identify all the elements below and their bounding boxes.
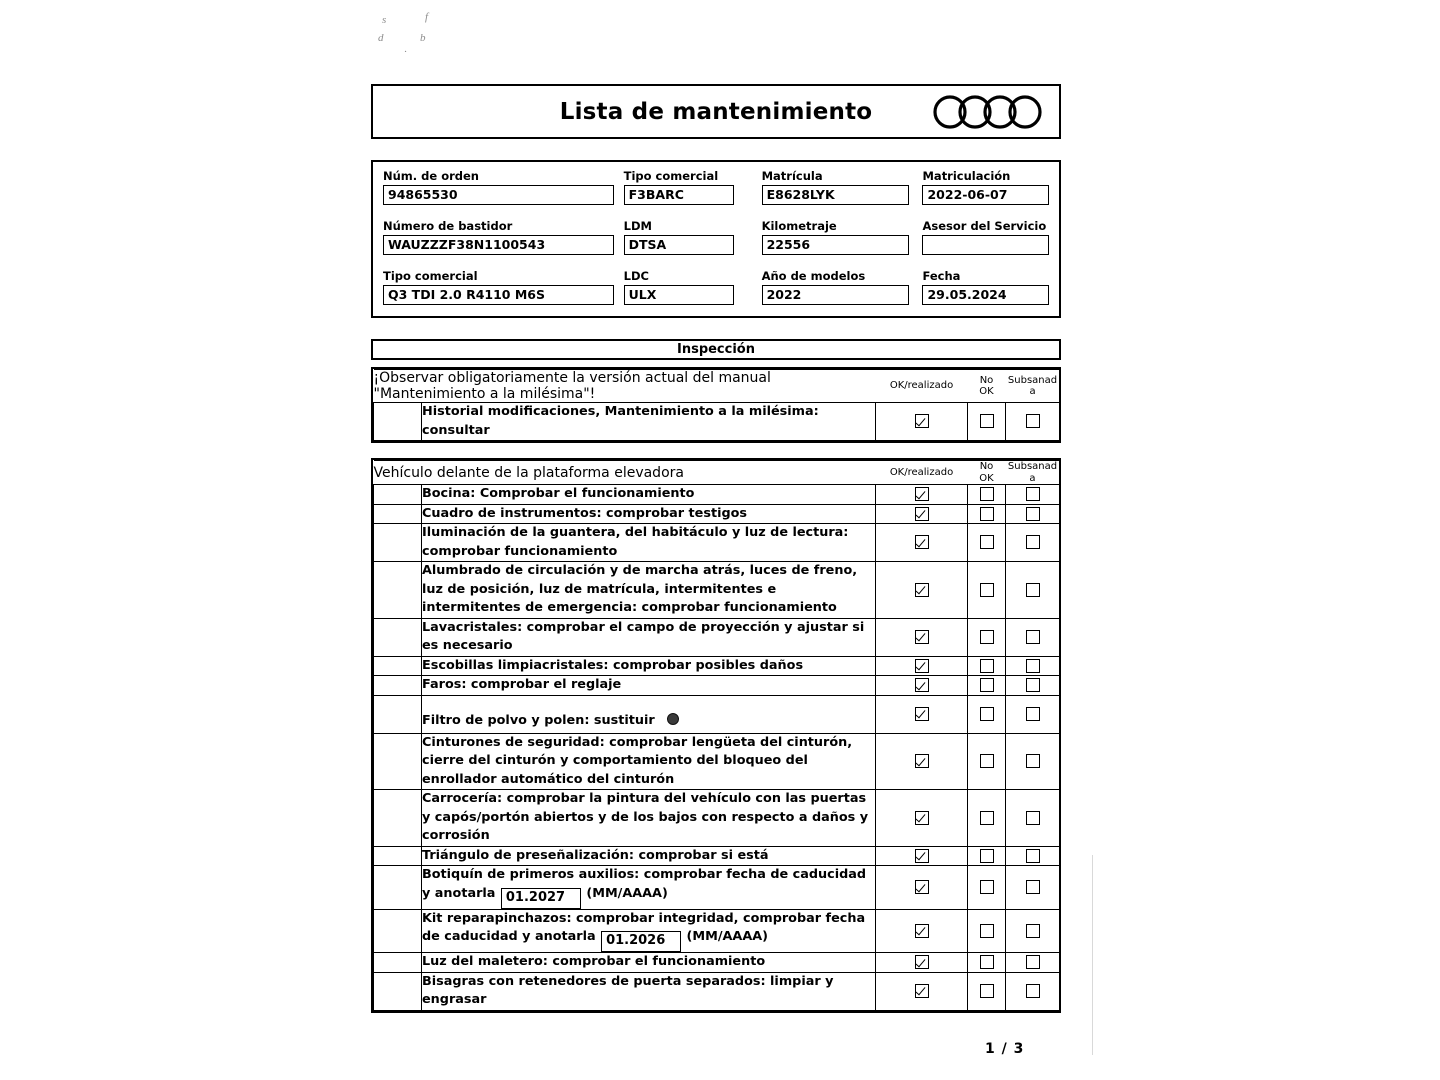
checkbox-cell-ok[interactable] [876, 733, 968, 790]
checklist-item-label: Triángulo de preseñalización: comprobar si está [422, 846, 876, 866]
scan-artifact-group [370, 8, 490, 56]
row-gutter [374, 485, 422, 505]
field-value[interactable]: 29.05.2024 [922, 285, 1049, 305]
column-header-no-ok-line2: OK [979, 386, 994, 397]
field-value[interactable] [922, 235, 1049, 255]
checkbox-subsanada[interactable] [1026, 955, 1040, 969]
table-row [374, 524, 1060, 562]
checklist-item-label: Lavacristales: comprobar el campo de proyección y ajustar si es necesario [422, 618, 876, 656]
checkbox-no-ok[interactable] [980, 414, 994, 428]
date-format-hint: (MM/AAAA) [686, 929, 768, 944]
row-gutter [374, 403, 422, 441]
checkbox-no-ok[interactable] [980, 678, 994, 692]
field-label: LDC [623, 269, 649, 283]
checkbox-no-ok[interactable] [980, 754, 994, 768]
column-header-subsanada-line1: Subsanad [1007, 374, 1058, 386]
field-label: Matriculación [922, 169, 1011, 183]
checklist-item-text: Kit reparapinchazos: comprobar integridad, comprobar fecha de caducidad y anotarla [422, 910, 866, 944]
checkbox-subsanada[interactable] [1026, 659, 1040, 673]
table-row [374, 485, 1060, 505]
checkbox-subsanada[interactable] [1026, 487, 1040, 501]
field-commercial-type [383, 269, 614, 319]
scan-artifact-mark: f [425, 11, 429, 23]
row-gutter [374, 909, 422, 953]
table-row [374, 733, 1060, 790]
checkbox-ok[interactable] [915, 849, 929, 863]
table-row [374, 504, 1060, 524]
field-value[interactable]: 94865530 [383, 185, 614, 205]
checkbox-subsanada[interactable] [1026, 630, 1040, 644]
checkbox-no-ok[interactable] [980, 535, 994, 549]
checklist-item-label: Faros: comprobar el reglaje [422, 676, 876, 696]
checkbox-subsanada[interactable] [1026, 984, 1040, 998]
row-gutter [374, 866, 422, 910]
table-row [374, 972, 1060, 1010]
table-row [374, 866, 1060, 910]
checklist-item-label: Cinturones de seguridad: comprobar lengüeta del cinturón, cierre del cinturón y comportamiento del bloqueo del enrollador automático del cinturón [422, 733, 876, 790]
table-row [374, 403, 1060, 441]
column-header-no-ok-line1: No [979, 461, 994, 472]
row-gutter [374, 524, 422, 562]
field-label: Núm. de orden [383, 169, 479, 183]
column-header-subsanada-line1: Subsanad [1007, 461, 1058, 472]
checkbox-no-ok[interactable] [980, 880, 994, 894]
checkbox-cell-subsanada[interactable] [1006, 790, 1060, 847]
expiry-date-input-tire-kit[interactable]: 01.2026 [601, 931, 681, 952]
column-header-subsanada [1006, 370, 1060, 403]
field-label: LDM [623, 219, 652, 233]
table-row [374, 909, 1060, 953]
checkbox-cell-subsanada[interactable] [1006, 676, 1060, 696]
checkbox-no-ok[interactable] [980, 955, 994, 969]
checkbox-cell-ok[interactable] [876, 524, 968, 562]
checklist-item-label: Bocina: Comprobar el funcionamiento [422, 485, 876, 505]
checkbox-cell-no-ok[interactable] [968, 562, 1006, 619]
checkbox-cell-no-ok[interactable] [968, 524, 1006, 562]
checkbox-cell-ok[interactable] [876, 504, 968, 524]
manual-notice-block [371, 367, 1061, 443]
column-header-subsanada [1006, 461, 1060, 485]
field-order-number [383, 169, 614, 219]
column-header-no-ok-line2: OK [979, 472, 994, 484]
column-header-ok: OK/realizado [876, 370, 968, 403]
checklist-item-label: Carrocería: comprobar la pintura del vehículo con las puertas y capós/portón abiertos y de los bajos con respecto a daños y corrosión [422, 790, 876, 847]
field-label: Asesor del Servicio [922, 219, 1047, 233]
field-value[interactable]: 2022 [762, 285, 910, 305]
scan-artifact-mark: · [404, 46, 407, 58]
page-title: Lista de mantenimiento [559, 98, 873, 125]
date-format-hint: (MM/AAAA) [586, 885, 668, 901]
checkbox-cell-no-ok[interactable] [968, 953, 1006, 973]
checkbox-no-ok[interactable] [980, 507, 994, 521]
checkbox-cell-ok[interactable] [876, 485, 968, 505]
checkbox-no-ok[interactable] [980, 583, 994, 597]
checkbox-cell-subsanada[interactable] [1006, 866, 1060, 910]
checkbox-cell-subsanada[interactable] [1006, 733, 1060, 790]
checkbox-cell-no-ok[interactable] [968, 618, 1006, 656]
checkbox-ok[interactable] [915, 678, 929, 692]
field-value[interactable]: F3BARC [624, 185, 734, 205]
checklist-item-text: Botiquín de primeros auxilios: comprobar fecha de caducidad y anotarla [422, 867, 867, 901]
checkbox-cell-ok[interactable] [876, 866, 968, 910]
table-row [374, 562, 1060, 619]
checkbox-cell-no-ok[interactable] [968, 656, 1006, 676]
checkbox-subsanada[interactable] [1026, 811, 1040, 825]
field-label: Tipo comercial [623, 169, 719, 183]
checklist-item-text: Filtro de polvo y polen: sustituir [422, 712, 655, 728]
field-ldc [624, 269, 734, 319]
field-value[interactable]: Q3 TDI 2.0 R4110 M6S [383, 285, 614, 305]
document-title-bar [371, 84, 1061, 139]
checkbox-no-ok[interactable] [980, 924, 994, 938]
field-label: Tipo comercial [383, 269, 478, 283]
filled-circle-icon [667, 713, 679, 725]
checklist-item-label [422, 866, 876, 910]
checkbox-cell-ok[interactable] [876, 562, 968, 619]
table-row [374, 953, 1060, 973]
checkbox-ok[interactable] [915, 583, 929, 597]
checkbox-ok[interactable] [915, 507, 929, 521]
row-gutter [374, 656, 422, 676]
row-gutter [374, 676, 422, 696]
checkbox-subsanada[interactable] [1026, 754, 1040, 768]
field-value[interactable]: E8628LYK [762, 185, 910, 205]
checkbox-cell-ok[interactable] [876, 403, 968, 441]
field-label: Matrícula [761, 169, 823, 183]
checkbox-subsanada[interactable] [1026, 849, 1040, 863]
field-label: Año de modelos [761, 269, 866, 283]
checkbox-ok[interactable] [915, 955, 929, 969]
checkbox-no-ok[interactable] [980, 707, 994, 721]
checklist-item-label: Iluminación de la guantera, del habitáculo y luz de lectura: comprobar funcionamiento [422, 524, 876, 562]
checkbox-no-ok[interactable] [980, 630, 994, 644]
manual-block-header-row [374, 370, 1060, 403]
checklist-item-label: Bisagras con retenedores de puerta separados: limpiar y engrasar [422, 972, 876, 1010]
checklist-item-label: Historial modificaciones, Mantenimiento a la milésima: consultar [422, 403, 876, 441]
checkbox-ok[interactable] [915, 924, 929, 938]
checklist-item-label: Luz del maletero: comprobar el funcionamiento [422, 953, 876, 973]
row-gutter [374, 562, 422, 619]
checkbox-subsanada[interactable] [1026, 880, 1040, 894]
field-ldm [624, 219, 734, 269]
checklist-item-label [422, 909, 876, 953]
checkbox-no-ok[interactable] [980, 487, 994, 501]
section-header-label: Inspección [676, 342, 755, 357]
table-row [374, 618, 1060, 656]
info-row [383, 169, 1049, 219]
field-value[interactable]: 22556 [762, 235, 910, 255]
checkbox-cell-subsanada[interactable] [1006, 485, 1060, 505]
page-number: 1 / 3 [985, 1041, 1025, 1057]
checkbox-cell-subsanada[interactable] [1006, 953, 1060, 973]
column-header-no-ok-line1: No [979, 374, 994, 386]
scan-artifact-mark: b [420, 32, 426, 44]
checkbox-ok[interactable] [915, 535, 929, 549]
row-gutter [374, 504, 422, 524]
column-header-ok: OK/realizado [876, 461, 968, 485]
row-gutter [374, 733, 422, 790]
checkbox-cell-ok[interactable] [876, 909, 968, 953]
checkbox-cell-no-ok[interactable] [968, 866, 1006, 910]
field-value[interactable]: ULX [624, 285, 734, 305]
checkbox-ok[interactable] [915, 754, 929, 768]
checkbox-cell-no-ok[interactable] [968, 972, 1006, 1010]
checkbox-cell-ok[interactable] [876, 953, 968, 973]
column-header-subsanada-line2: a [1029, 472, 1036, 484]
checkbox-ok[interactable] [915, 487, 929, 501]
section-header-inspeccion [371, 339, 1061, 360]
row-gutter [374, 790, 422, 847]
main-block-header: Vehículo delante de la plataforma elevadora [374, 461, 876, 485]
checkbox-ok[interactable] [915, 707, 929, 721]
checklist-item-label: Escobillas limpiacristales: comprobar posibles daños [422, 656, 876, 676]
field-vin [383, 219, 614, 269]
field-mileage [762, 219, 910, 269]
checkbox-cell-subsanada[interactable] [1006, 403, 1060, 441]
field-registration-date [922, 169, 1049, 219]
field-label: Número de bastidor [383, 219, 513, 233]
checkbox-subsanada[interactable] [1026, 678, 1040, 692]
checkbox-cell-subsanada[interactable] [1006, 656, 1060, 676]
field-value[interactable]: DTSA [624, 235, 734, 255]
checkbox-cell-subsanada[interactable] [1006, 972, 1060, 1010]
expiry-date-input-first-aid[interactable]: 01.2027 [501, 888, 581, 909]
field-label: Fecha [922, 269, 961, 283]
checkbox-cell-ok[interactable] [876, 618, 968, 656]
checkbox-no-ok[interactable] [980, 984, 994, 998]
field-value[interactable]: 2022-06-07 [922, 185, 1049, 205]
checkbox-cell-no-ok[interactable] [968, 909, 1006, 953]
checkbox-ok[interactable] [915, 984, 929, 998]
row-gutter [374, 972, 422, 1010]
column-header-no-ok [968, 370, 1006, 403]
table-row [374, 790, 1060, 847]
manual-header-line-2: "Mantenimiento a la milésima"! [373, 386, 596, 402]
checkbox-cell-subsanada[interactable] [1006, 618, 1060, 656]
checkbox-ok[interactable] [915, 659, 929, 673]
checkbox-cell-subsanada[interactable] [1006, 695, 1060, 733]
checklist-item-label [422, 695, 876, 733]
checkbox-cell-no-ok[interactable] [968, 403, 1006, 441]
checkbox-cell-ok[interactable] [876, 656, 968, 676]
checkbox-subsanada[interactable] [1026, 507, 1040, 521]
checkbox-cell-no-ok[interactable] [968, 504, 1006, 524]
field-service-advisor [922, 219, 1049, 269]
field-label: Kilometraje [761, 219, 837, 233]
field-date [922, 269, 1049, 319]
checkbox-cell-ok[interactable] [876, 972, 968, 1010]
checkbox-cell-ok[interactable] [876, 676, 968, 696]
table-row [374, 846, 1060, 866]
checkbox-subsanada[interactable] [1026, 924, 1040, 938]
row-gutter [374, 695, 422, 733]
field-commercial-type-code [624, 169, 734, 219]
checkbox-subsanada[interactable] [1026, 414, 1040, 428]
checkbox-ok[interactable] [915, 630, 929, 644]
row-gutter [374, 618, 422, 656]
checkbox-cell-ok[interactable] [876, 790, 968, 847]
checkbox-ok[interactable] [915, 811, 929, 825]
main-block-header-row [374, 461, 1060, 485]
checkbox-subsanada[interactable] [1026, 535, 1040, 549]
checkbox-subsanada[interactable] [1026, 707, 1040, 721]
checkbox-subsanada[interactable] [1026, 583, 1040, 597]
field-license-plate [762, 169, 910, 219]
checkbox-ok[interactable] [915, 414, 929, 428]
scan-artifact-mark: s [382, 14, 387, 26]
checkbox-cell-ok[interactable] [876, 695, 968, 733]
checkbox-cell-subsanada[interactable] [1006, 846, 1060, 866]
column-header-subsanada-line2: a [1029, 386, 1036, 397]
checkbox-cell-no-ok[interactable] [968, 695, 1006, 733]
audi-rings-logo [933, 94, 1049, 130]
checkbox-cell-no-ok[interactable] [968, 485, 1006, 505]
checkbox-cell-no-ok[interactable] [968, 733, 1006, 790]
checkbox-cell-subsanada[interactable] [1006, 562, 1060, 619]
info-row [383, 269, 1049, 319]
row-gutter [374, 953, 422, 973]
checkbox-no-ok[interactable] [980, 659, 994, 673]
info-row [383, 219, 1049, 269]
scan-edge-line [1092, 855, 1093, 1055]
field-value[interactable]: WAUZZZF38N1100543 [383, 235, 614, 255]
table-row [374, 676, 1060, 696]
checkbox-cell-subsanada[interactable] [1006, 524, 1060, 562]
row-gutter [374, 846, 422, 866]
column-header-no-ok [968, 461, 1006, 485]
checklist-item-label: Cuadro de instrumentos: comprobar testigos [422, 504, 876, 524]
field-model-year [762, 269, 910, 319]
manual-block-header [374, 370, 876, 403]
table-row [374, 695, 1060, 733]
checkbox-ok[interactable] [915, 880, 929, 894]
checkbox-cell-no-ok[interactable] [968, 790, 1006, 847]
checkbox-cell-ok[interactable] [876, 846, 968, 866]
checkbox-cell-no-ok[interactable] [968, 846, 1006, 866]
scan-artifact-mark: d [378, 32, 384, 44]
checkbox-no-ok[interactable] [980, 849, 994, 863]
checkbox-cell-subsanada[interactable] [1006, 504, 1060, 524]
checkbox-cell-no-ok[interactable] [968, 676, 1006, 696]
manual-header-line-1: ¡Observar obligatoriamente la versión actual del manual [373, 370, 771, 386]
vehicle-info-block [371, 160, 1061, 318]
table-row [374, 656, 1060, 676]
checkbox-cell-subsanada[interactable] [1006, 909, 1060, 953]
main-checklist-block [371, 458, 1061, 1013]
checkbox-no-ok[interactable] [980, 811, 994, 825]
checklist-item-label: Alumbrado de circulación y de marcha atrás, luces de freno, luz de posición, luz de matrícula, intermitentes e intermitentes de emergencia: comprobar funcionamiento [422, 562, 876, 619]
